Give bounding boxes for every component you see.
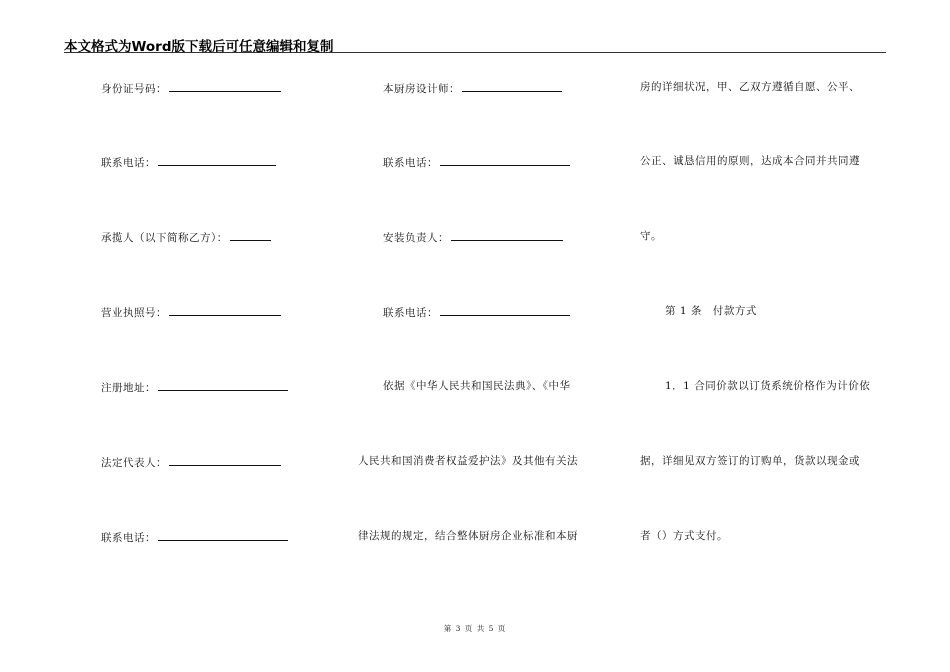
contact-phone-label: 联系电话： bbox=[101, 157, 156, 169]
legal-rep-field bbox=[101, 454, 281, 470]
registered-address-label: 注册地址： bbox=[101, 382, 156, 394]
id-number-label: 身份证号码： bbox=[101, 83, 167, 95]
kitchen-designer-field bbox=[383, 80, 562, 96]
party-b-label: 承揽人（以下简称乙方）： bbox=[101, 232, 228, 244]
kitchen-designer-label: 本厨房设计师： bbox=[383, 83, 460, 95]
clause-line: 据，详细见双方签订的订购单，货款以现金或 bbox=[640, 455, 860, 467]
id-number-blank[interactable] bbox=[169, 80, 281, 92]
clause-line: 1．1 合同价款以订货系统价格作为计价依 bbox=[665, 380, 871, 392]
header-title: 本文格式为Word版下载后可任意编辑和复制 bbox=[64, 39, 334, 55]
legal-rep-blank[interactable] bbox=[169, 454, 281, 466]
business-license-field bbox=[101, 304, 281, 320]
kitchen-designer-blank[interactable] bbox=[462, 80, 562, 92]
contact-phone-blank[interactable] bbox=[440, 154, 570, 166]
contact-phone-field-1 bbox=[101, 154, 276, 170]
business-license-label: 营业执照号： bbox=[101, 307, 167, 319]
paragraph-line: 房的详细状况，甲、乙双方遵循自愿、公平、 bbox=[640, 81, 860, 93]
contact-phone-blank[interactable] bbox=[158, 529, 288, 541]
paragraph-line: 律法规的规定，结合整体厨房企业标准和本厨 bbox=[358, 530, 578, 542]
designer-phone-field bbox=[383, 154, 570, 170]
contact-phone-blank[interactable] bbox=[158, 154, 276, 166]
id-number-field bbox=[101, 80, 281, 96]
contact-phone-label: 联系电话： bbox=[383, 157, 438, 169]
article-heading: 第 1 条 付款方式 bbox=[665, 305, 757, 317]
contact-phone-label: 联系电话： bbox=[101, 532, 156, 544]
contact-phone-label: 联系电话： bbox=[383, 307, 438, 319]
paragraph-line: 依据《中华人民共和国民法典》、《中华 bbox=[383, 380, 571, 392]
contact-phone-blank[interactable] bbox=[440, 304, 570, 316]
paragraph-line: 守。 bbox=[640, 230, 662, 242]
contact-phone-field-2 bbox=[101, 529, 288, 545]
header-divider bbox=[64, 52, 886, 53]
installer-label: 安装负责人： bbox=[383, 232, 449, 244]
installer-field bbox=[383, 229, 563, 245]
page-number: 第 3 页 共 5 页 bbox=[443, 624, 507, 633]
registered-address-field bbox=[101, 379, 288, 395]
party-b-field bbox=[101, 229, 271, 245]
installer-blank[interactable] bbox=[451, 229, 563, 241]
paragraph-line: 公正、诚恳信用的原则，达成本合同并共同遵 bbox=[640, 155, 860, 167]
clause-line: 者（）方式支付。 bbox=[640, 530, 728, 542]
registered-address-blank[interactable] bbox=[158, 379, 288, 391]
legal-rep-label: 法定代表人： bbox=[101, 457, 167, 469]
party-b-blank[interactable] bbox=[230, 229, 271, 241]
paragraph-line: 人民共和国消费者权益爱护法》及其他有关法 bbox=[358, 455, 578, 467]
business-license-blank[interactable] bbox=[169, 304, 281, 316]
installer-phone-field bbox=[383, 304, 570, 320]
